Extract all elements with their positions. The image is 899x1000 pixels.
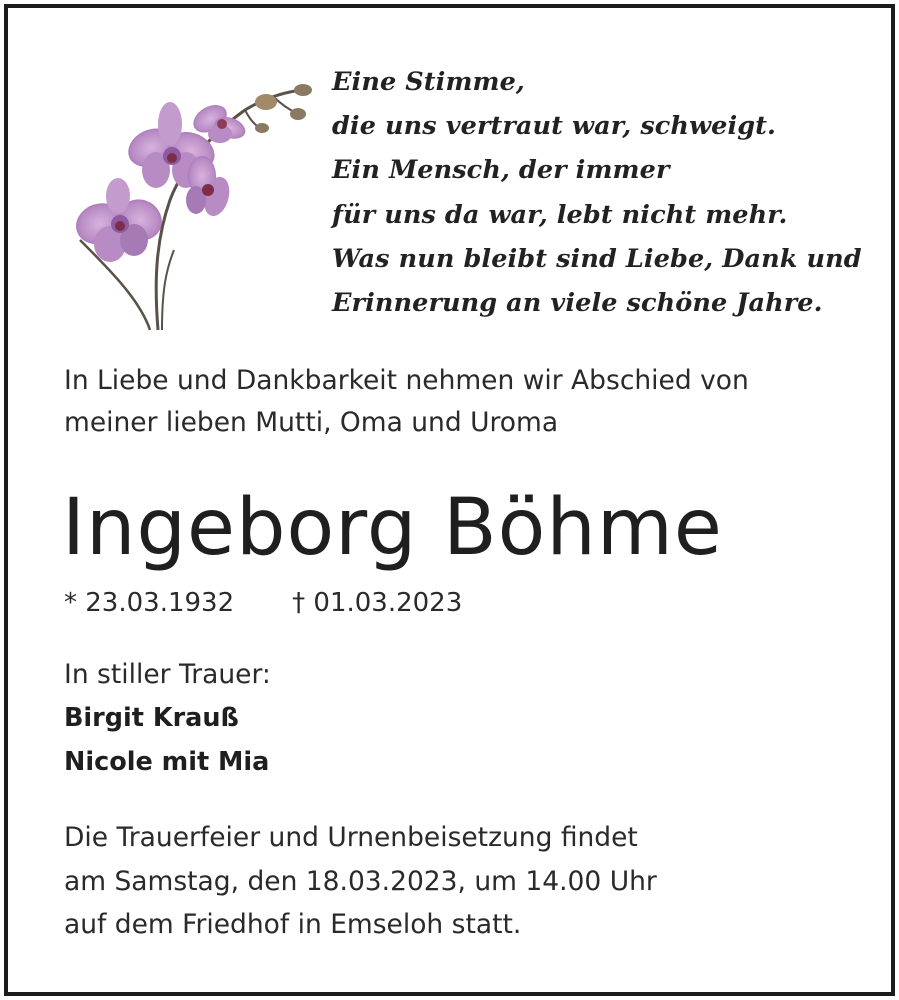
orchid-icon <box>70 80 330 332</box>
poem-line: Erinnerung an viele schöne Jahre. <box>332 288 823 319</box>
poem-line: für uns da war, lebt nicht mehr. <box>332 199 788 230</box>
poem-line: die uns vertraut war, schweigt. <box>332 111 777 142</box>
service-line: Die Trauerfeier und Urnenbeisetzung findet <box>64 822 638 853</box>
life-dates <box>64 583 462 623</box>
farewell-intro <box>64 360 749 444</box>
intro-line: In Liebe und Dankbarkeit nehmen wir Abschied von <box>64 365 749 396</box>
mourner-name: Nicole mit Mia <box>64 747 270 777</box>
memorial-poem <box>332 60 862 325</box>
poem-line: Ein Mensch, der immer <box>332 155 670 186</box>
mourning-heading: In stiller Trauer: <box>64 659 271 690</box>
obituary-card <box>4 4 895 996</box>
service-line: auf dem Friedhof in Emseloh statt. <box>64 909 522 940</box>
poem-line: Was nun bleibt sind Liebe, Dank und <box>332 243 862 274</box>
poem-line: Eine Stimme, <box>332 67 525 97</box>
intro-line: meiner lieben Mutti, Oma und Uroma <box>64 407 559 438</box>
funeral-service-info <box>64 816 657 947</box>
birth-date: * 23.03.1932 <box>64 588 235 618</box>
deceased-name: Ingeborg Böhme <box>62 483 723 573</box>
mourner-name: Birgit Krauß <box>64 703 239 733</box>
service-line: am Samstag, den 18.03.2023, um 14.00 Uhr <box>64 865 657 897</box>
death-date: † 01.03.2023 <box>292 588 463 618</box>
mourners-block <box>64 654 271 784</box>
